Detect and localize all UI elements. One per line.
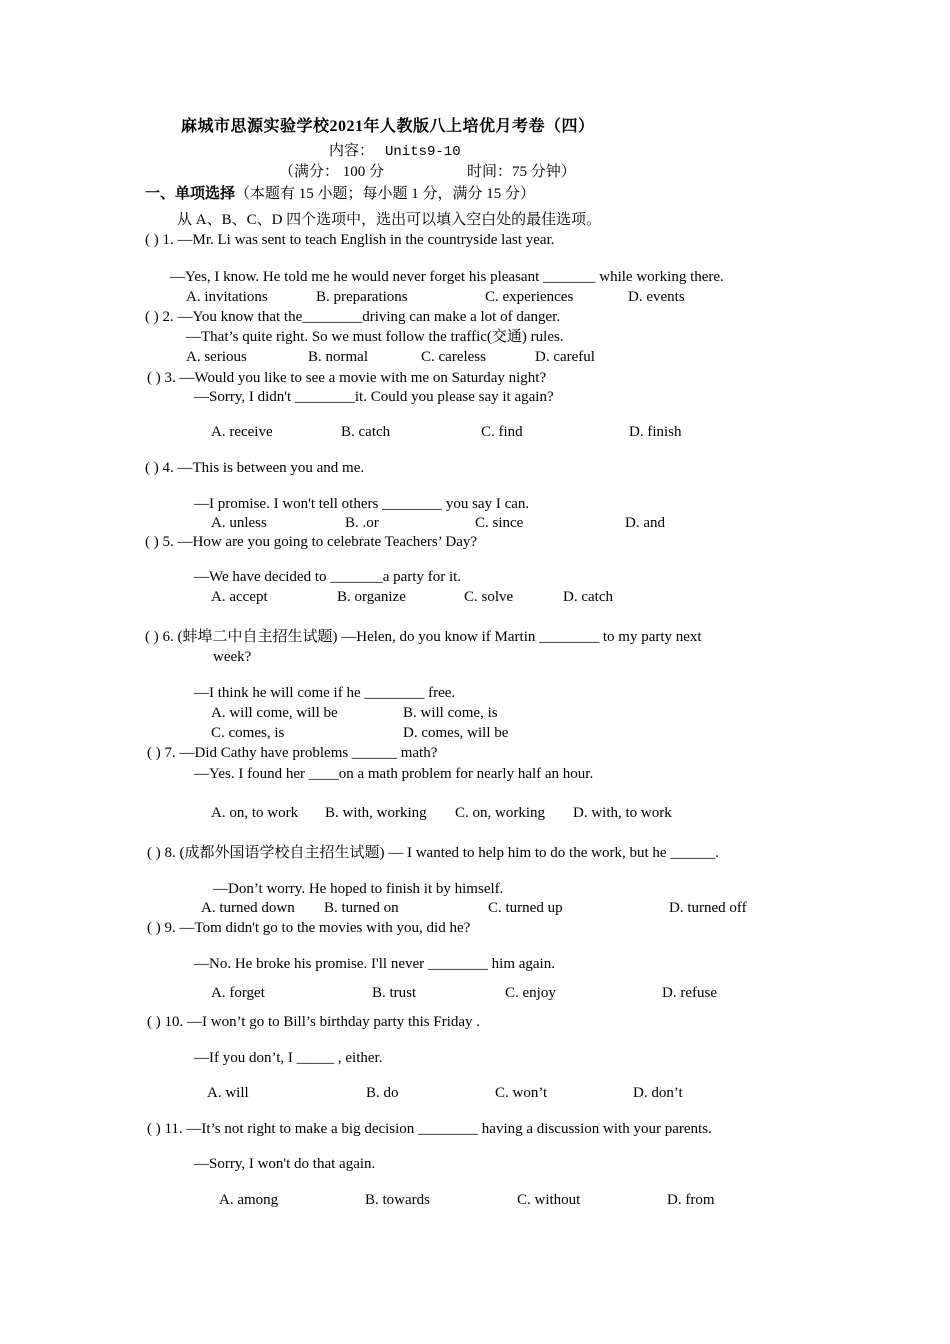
- q2-option-b: B. normal: [308, 349, 368, 365]
- question-10-stem: ( ) 10. —I won’t go to Bill’s birthday party this Friday .: [147, 1014, 481, 1030]
- q1-option-b: B. preparations: [316, 289, 408, 305]
- q2-option-c: C. careless: [421, 349, 486, 365]
- q2-option-d: D. careful: [535, 349, 595, 365]
- q10-option-c: C. won’t: [495, 1085, 548, 1101]
- question-9-reply: —No. He broke his promise. I'll never ________ him again.: [194, 956, 555, 972]
- section-instruction: 从 A、B、C、D 四个选项中，选出可以填入空白处的最佳选项。: [177, 212, 602, 228]
- question-5-stem: ( ) 5. —How are you going to celebrate Teachers’ Day?: [145, 534, 478, 550]
- q8-option-d: D. turned off: [669, 900, 747, 916]
- q1-option-c: C. experiences: [485, 289, 574, 305]
- q9-option-c: C. enjoy: [505, 985, 556, 1001]
- question-5-reply: —We have decided to _______a party for it.: [194, 569, 462, 585]
- q1-option-a: A. invitations: [186, 289, 268, 305]
- q3-option-a: A. receive: [211, 424, 273, 440]
- q6-option-c: C. comes, is: [211, 725, 285, 741]
- question-6-stem-cont: week?: [213, 649, 252, 665]
- q1-option-d: D. events: [628, 289, 685, 305]
- full-score: （满分： 100 分: [279, 164, 385, 180]
- question-6-reply: —I think he will come if he ________ free.: [194, 685, 456, 701]
- question-6-stem: ( ) 6. (蚌埠二中自主招生试题) —Helen, do you know if Martin ________ to my party next: [145, 629, 702, 645]
- q11-option-d: D. from: [667, 1192, 715, 1208]
- q10-option-a: A. will: [207, 1085, 249, 1101]
- question-4-stem: ( ) 4. —This is between you and me.: [145, 460, 365, 476]
- q8-option-b: B. turned on: [324, 900, 399, 916]
- question-11-reply: —Sorry, I won't do that again.: [194, 1156, 376, 1172]
- question-1-reply: —Yes, I know. He told me he would never forget his pleasant _______ while working there.: [170, 269, 724, 285]
- q6-option-b: B. will come, is: [403, 705, 498, 721]
- q10-option-d: D. don’t: [633, 1085, 683, 1101]
- q7-option-d: D. with, to work: [573, 805, 672, 821]
- question-1-stem: ( ) 1. —Mr. Li was sent to teach English in the countryside last year.: [145, 232, 555, 248]
- question-2-reply: —That’s quite right. So we must follow the traffic(交通) rules.: [186, 329, 564, 345]
- q5-option-b: B. organize: [337, 589, 406, 605]
- q9-option-a: A. forget: [211, 985, 265, 1001]
- q9-option-b: B. trust: [372, 985, 417, 1001]
- q11-option-b: B. towards: [365, 1192, 430, 1208]
- q3-option-c: C. find: [481, 424, 523, 440]
- q7-option-c: C. on, working: [455, 805, 545, 821]
- question-8-reply: —Don’t worry. He hoped to finish it by himself.: [213, 881, 504, 897]
- question-11-stem: ( ) 11. —It’s not right to make a big decision ________ having a discussion with your parents.: [147, 1121, 712, 1137]
- question-10-reply: —If you don’t, I _____ , either.: [194, 1050, 383, 1066]
- question-4-reply: —I promise. I won't tell others ________ you say I can.: [194, 496, 530, 512]
- exam-time: 时间：75 分钟）: [467, 164, 576, 180]
- q11-option-a: A. among: [219, 1192, 279, 1208]
- content-value: Units9-10: [385, 144, 461, 160]
- question-3-reply: —Sorry, I didn't ________it. Could you please say it again?: [194, 389, 554, 405]
- q6-option-a: A. will come, will be: [211, 705, 338, 721]
- section-note: （本题有 15 小题；每小题 1 分，满分 15 分）: [235, 186, 536, 202]
- q5-option-d: D. catch: [563, 589, 613, 605]
- q4-option-a: A. unless: [211, 515, 267, 531]
- q3-option-d: D. finish: [629, 424, 682, 440]
- q11-option-c: C. without: [517, 1192, 581, 1208]
- q2-option-a: A. serious: [186, 349, 247, 365]
- question-3-stem: ( ) 3. —Would you like to see a movie with me on Saturday night?: [147, 370, 547, 386]
- question-7-reply: —Yes. I found her ____on a math problem for nearly half an hour.: [194, 766, 594, 782]
- q6-option-d: D. comes, will be: [403, 725, 509, 741]
- q4-option-c: C. since: [475, 515, 524, 531]
- q4-option-b: B. .or: [345, 515, 379, 531]
- q9-option-d: D. refuse: [662, 985, 717, 1001]
- section-heading: [145, 187, 535, 202]
- content-label: 内容：: [329, 143, 375, 159]
- q3-option-b: B. catch: [341, 424, 391, 440]
- question-8-stem: ( ) 8. (成都外国语学校自主招生试题) — I wanted to help him to do the work, but he ______.: [147, 845, 720, 861]
- question-9-stem: ( ) 9. —Tom didn't go to the movies with you, did he?: [147, 920, 471, 936]
- q10-option-b: B. do: [366, 1085, 399, 1101]
- section-label: 一、单项选择: [145, 186, 236, 202]
- q5-option-a: A. accept: [211, 589, 268, 605]
- question-7-stem: ( ) 7. —Did Cathy have problems ______ math?: [147, 745, 438, 761]
- page-title: 麻城市思源实验学校2021年人教版八上培优月考卷（四）: [181, 118, 595, 135]
- q4-option-d: D. and: [625, 515, 665, 531]
- q7-option-a: A. on, to work: [211, 805, 299, 821]
- question-2-stem: ( ) 2. —You know that the________driving can make a lot of danger.: [145, 309, 561, 325]
- q5-option-c: C. solve: [464, 589, 514, 605]
- q7-option-b: B. with, working: [325, 805, 427, 821]
- q8-option-c: C. turned up: [488, 900, 563, 916]
- q8-option-a: A. turned down: [201, 900, 295, 916]
